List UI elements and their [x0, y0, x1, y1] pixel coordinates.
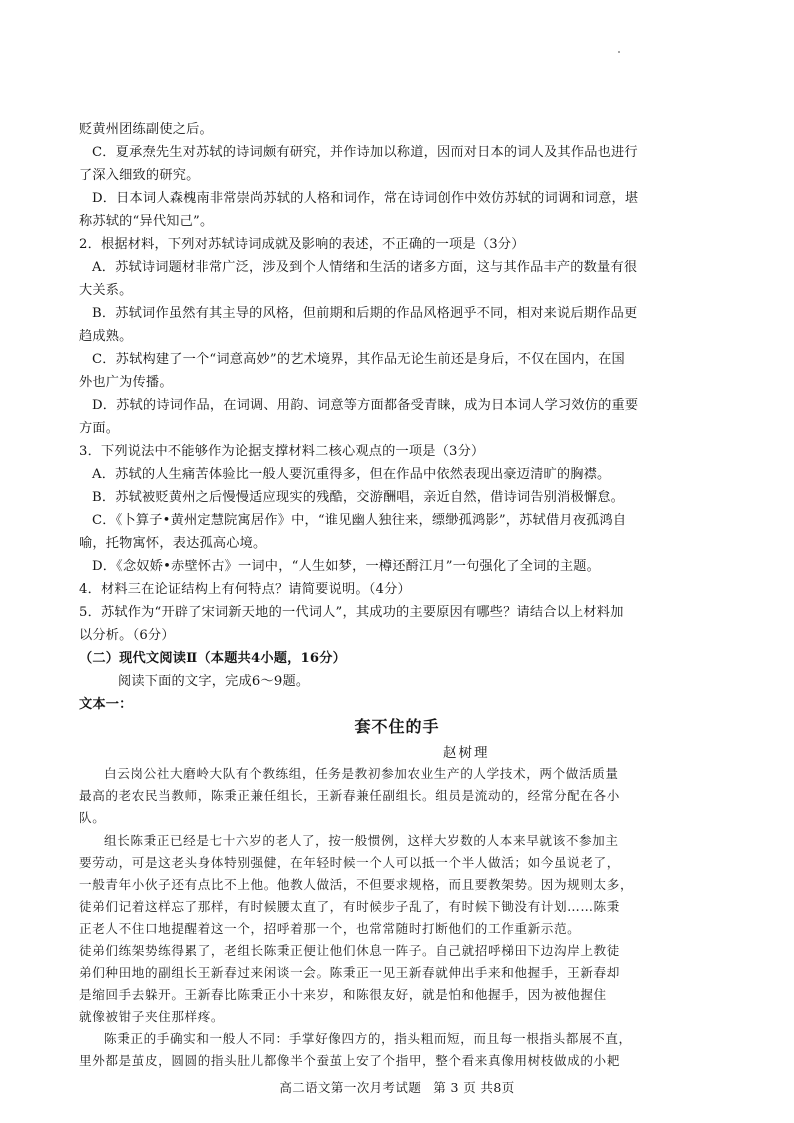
text-line: 喻，托物寓怀，表达孤高心境。 — [79, 536, 267, 551]
option-c-line: C．夏承焘先生对苏轼的诗词颇有研究，并作诗加以称道，因而对日本的词人及其作品也进行 — [92, 145, 638, 160]
story-title: 套不住的手 — [354, 717, 440, 736]
question-2-stem: 2．根据材料，下列对苏轼诗词成就及影响的表述，不正确的一项是（3分） — [79, 237, 525, 252]
story-line: 队。 — [79, 810, 106, 825]
page-number: 第 3 页 共8页 — [433, 1080, 515, 1095]
option-a-line: A．苏轼诗词题材非常广泛，涉及到个人情绪和生活的诸多方面，这与其作品丰产的数量有很 — [92, 260, 638, 275]
scan-speck — [618, 51, 620, 53]
option-d-line: D．苏轼的诗词作品，在词调、用韵、词意等方面都备受青睐，成为日本词人学习效仿的重要 — [92, 398, 639, 413]
reading-instruction: 阅读下面的文字，完成6～9题。 — [118, 674, 310, 689]
story-line: 最高的老农民当教师，陈秉正兼任组长，王新春兼任副组长。组员是流动的，经常分配在各小 — [79, 788, 620, 803]
exam-name: 高二语文第一次月考试题 — [279, 1080, 422, 1095]
story-line: 白云岗公社大磨岭大队有个教练组，任务是教初参加农业生产的人学技术，两个做活质量 — [104, 766, 619, 781]
option-c-line: C．苏轼构建了一个“词意高妙”的艺术境界，其作品无论生前还是身后，不仅在国内，在国 — [92, 352, 625, 367]
text-line: 以分析。（6分） — [79, 628, 175, 643]
story-line: 组长陈秉正已经是七十六岁的老人了，按一般惯例，这样大岁数的人本来早就该不参加主 — [104, 833, 619, 848]
story-line: 要劳动，可是这老头身体特别强健，在年轻时候一个人可以抵一个半人做活；如今虽说老了， — [79, 855, 620, 870]
option-c-line: C．《卜算子•黄州定慧院寓居作》中，“谁见幽人独往来，缥缈孤鸿影”，苏轼借月夜孤鸿自 — [92, 513, 627, 528]
story-line: 弟们种田地的副组长王新春过来闲谈一会。陈秉正一见王新春就伸出手来和他握手，王新春却 — [79, 965, 620, 980]
text-line: 贬黄州团练副使之后。 — [79, 122, 213, 137]
question-3-stem: 3．下列说法中不能够作为论据支撑材料二核心观点的一项是（3分） — [79, 444, 485, 459]
story-line: 是缩回手去躲开。王新春比陈秉正小十来岁，和陈很友好，就是怕和他握手，因为被他握住 — [79, 987, 607, 1002]
story-line: 里外都是茧皮，圆圆的指头肚儿都像半个蚕茧上安了个指甲，整个看来真像用树枝做成的小耙 — [79, 1053, 620, 1068]
option-b-line: B．苏轼被贬黄州之后慢慢适应现实的残酷，交游酬唱，亲近自然，借诗词告别消极懈怠。 — [92, 490, 624, 505]
text-line: 趋成熟。 — [79, 329, 133, 344]
story-line: 徒弟们练架势练得累了，老组长陈秉正便让他们休息一阵子。自己就招呼梯田下边沟岸上教徒 — [79, 943, 620, 958]
option-a-line: A．苏轼的人生痛苦体验比一般人要沉重得多，但在作品中依然表现出豪迈清旷的胸襟。 — [92, 467, 611, 482]
story-line: 徒弟们记着这样忘了那样，有时候腰太直了，有时候步子乱了，有时候下锄没有计划……陈秉 — [79, 899, 620, 914]
text-line: 方面。 — [79, 421, 120, 436]
question-4-stem: 4．材料三在论证结构上有何特点？请简要说明。（4分） — [79, 582, 411, 597]
story-line: 正老人不住口地提醒着这一个，招呼着那一个，也常常随时打断他们的工作重新示范。 — [79, 921, 581, 936]
option-b-line: B．苏轼词作虽然有其主导的风格，但前期和后期的作品风格迥乎不同，相对来说后期作品更 — [92, 306, 638, 321]
text-one-label: 文本一： — [79, 697, 133, 712]
page-footer — [0, 1078, 794, 1096]
option-d-line: D．日本词人森槐南非常崇尚苏轼的人格和词作，常在诗词创作中效仿苏轼的词调和词意，堪 — [92, 191, 639, 206]
text-line: 外也广为传播。 — [79, 375, 173, 390]
story-line: 一般青年小伙子还有点比不上他。他教人做活，不但要求规格，而且要教架势。因为规则太多， — [79, 877, 634, 892]
question-5-stem: 5．苏轼作为“开辟了宋词新天地的一代词人”，其成功的主要原因有哪些？请结合以上材料加 — [79, 605, 624, 620]
story-author: 赵树理 — [443, 745, 490, 761]
story-line: 陈秉正的手确实和一般人不同：手掌好像四方的，指头粗而短，而且每一根指头都展不直， — [104, 1031, 632, 1046]
text-line: 称苏轼的“异代知己”。 — [79, 214, 214, 229]
story-line: 就像被钳子夹住那样疼。 — [79, 1009, 225, 1024]
option-d-line: D．《念奴娇•赤壁怀古》一词中，“人生如梦，一樽还酹江月”一句强化了全词的主题。 — [92, 559, 600, 574]
section-heading: （二）现代文阅读Ⅱ（本题共4小题，16分） — [79, 651, 347, 666]
text-line: 大关系。 — [79, 283, 133, 298]
text-line: 了深入细致的研究。 — [79, 168, 200, 183]
